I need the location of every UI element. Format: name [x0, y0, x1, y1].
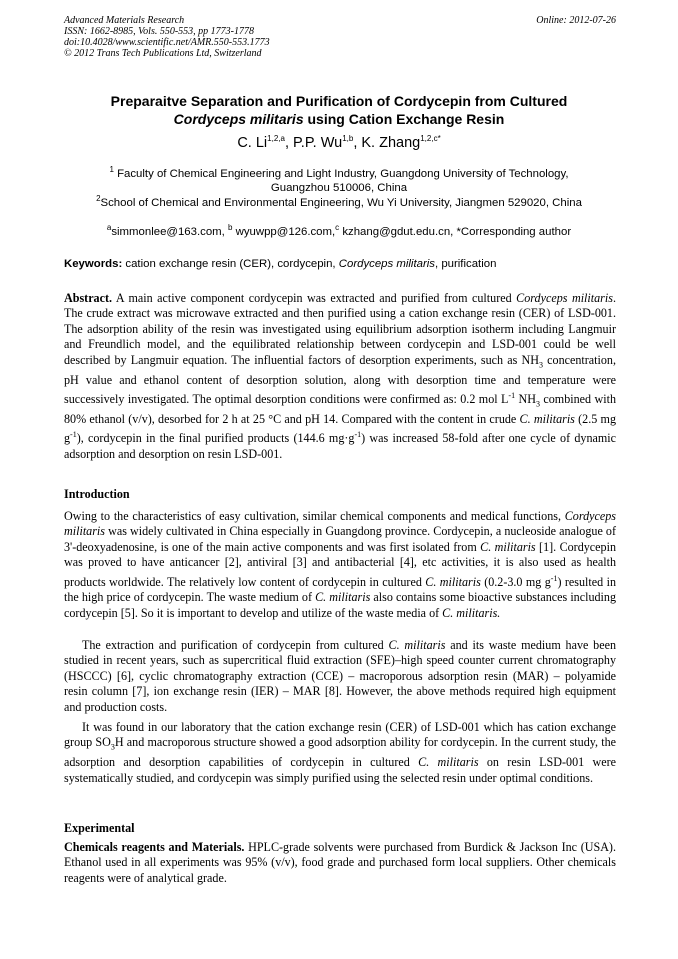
- affiliation-1-text: Faculty of Chemical Engineering and Light Industry, Guangdong University of Technology,: [113, 167, 569, 180]
- keywords-species: Cordyceps militaris: [338, 258, 435, 270]
- abstract-label: Abstract.: [64, 291, 113, 305]
- abstract-sup: -1: [354, 430, 362, 440]
- abstract-species: Cordyceps militaris: [516, 291, 613, 305]
- title-line-1: Preparaitve Separation and Purification of Cordycepin from Cultured: [110, 93, 568, 109]
- experimental-subheading: Chemicals reagents and Materials.: [64, 840, 245, 854]
- intro-species: C. militaris: [425, 574, 481, 589]
- email-c-marker: c: [335, 223, 340, 232]
- journal-header: [64, 15, 616, 59]
- intro-text: ) resulted in the high price of cordycepin. The waste medium of: [64, 574, 616, 605]
- intro-species: C. militaris: [418, 755, 479, 770]
- journal-doi: doi:10.4028/www.scientific.net/AMR.550-553.1773: [64, 37, 270, 48]
- author-separator: ,: [353, 134, 362, 151]
- introduction-paragraph-1: [64, 509, 616, 621]
- online-date: Online: 2012-07-26: [536, 15, 616, 26]
- experimental-text: HPLC-grade solvents were purchased from Burdick & Jackson Inc (USA). Ethanol used in all experiments was 95% (v/v), food grade and purchased form local suppliers. Other chemicals reagents were of analytical grade.: [64, 840, 616, 885]
- author-2-affil: 1,b: [342, 134, 354, 143]
- affiliation-1-number: 1: [109, 165, 114, 174]
- affiliation-1: [40, 163, 638, 195]
- affiliation-2-text: School of Chemical and Environmental Engineering, Wu Yi University, Jiangmen 529020, China: [100, 196, 582, 209]
- abstract-text: ), cordycepin in the final purified products (144.6 mg·g: [76, 431, 355, 446]
- affiliation-1-line-1: [40, 163, 638, 181]
- intro-sub: 3: [110, 742, 115, 752]
- author-3-affil: 1,2,c*: [420, 134, 441, 143]
- email-a: simmonlee@163.com,: [111, 225, 228, 238]
- intro-text: was widely cultivated in China especially in Guangdong province. Cordycepin, a nucleoside analogue of 3'-deoxyadenosine, is one of the main active components and was first isolated from: [64, 524, 616, 554]
- author-emails: [40, 221, 638, 239]
- email-a-marker: a: [106, 223, 112, 232]
- experimental-heading: Experimental: [64, 821, 135, 835]
- journal-copyright: © 2012 Trans Tech Publications Ltd, Switzerland: [64, 48, 262, 59]
- email-b: wyuwpp@126.com,: [232, 225, 336, 238]
- abstract-species: C. militaris: [519, 412, 575, 427]
- abstract-text: A main active component cordycepin was extracted and purified from cultured: [112, 291, 517, 305]
- intro-text: Owing to the characteristics of easy cultivation, similar chemical components and medical functions,: [64, 509, 565, 523]
- intro-sup: -1: [550, 573, 558, 583]
- intro-species: Cordyceps militaris: [64, 509, 616, 539]
- affiliation-2-number: 2: [96, 194, 101, 203]
- abstract-sup: -1: [70, 430, 77, 440]
- abstract-text: combined with 80% ethanol (v/v), desorbed for 2 h at 25 °C and pH 14. Compared with the content in crude: [64, 392, 616, 427]
- intro-text: H and macroporous structure showed a good adsorption ability for cordycepin. In the current study, the adsorption and desorption capabilities of cordycepin in cultured: [64, 735, 616, 770]
- intro-text: The extraction and purification of cordycepin from cultured: [82, 638, 389, 652]
- intro-text: also contains some bioactive substances including cordycepin [5]. So it is important to develop and utilize of the waste media of: [64, 590, 617, 620]
- email-b-marker: b: [227, 223, 233, 232]
- abstract-text: (2.5 mg g: [64, 412, 616, 446]
- keywords-text-end: , purification: [434, 258, 497, 270]
- intro-text: It was found in our laboratory that the cation exchange resin (CER) of LSD-001 which has cation exchange group SO: [64, 720, 616, 750]
- introduction-paragraph-3: [64, 720, 616, 786]
- keywords-text: cation exchange resin (CER), cordycepin,: [122, 258, 339, 270]
- affiliation-1-line-2: Guangzhou 510006, China: [270, 181, 408, 194]
- author-3: K. Zhang: [361, 134, 421, 151]
- abstract-sup: -1: [508, 391, 516, 401]
- intro-text: [1]. Cordycepin was proved to have anticancer [2], antiviral [3] and antibacterial [4], etc activities, it is also used as health products worldwide. The relatively low content of cordycepin in cultured: [64, 539, 616, 589]
- journal-issn: ISSN: 1662-8985, Vols. 550-553, pp 1773-1778: [64, 26, 254, 37]
- author-separator: ,: [284, 134, 293, 151]
- introduction-heading: Introduction: [64, 487, 130, 501]
- keywords-label: Keywords:: [64, 258, 123, 270]
- paper-title: [40, 92, 638, 128]
- abstract-text: NH: [515, 392, 536, 407]
- intro-text: and its waste medium have been studied in recent years, such as supercritical fluid extraction (SFE)–high speed counter current chromatography (HSCCC) [6], cyclic chromatography extraction (CCE) – macroporous adsorption resin (MAR) – polyamide resin column [7], ion exchange resin (IER) – MAR [8]. However, the above methods required high equipment and production costs.: [64, 638, 617, 714]
- title-species: Cordyceps militaris: [173, 111, 304, 127]
- abstract-text: . The crude extract was microwave extracted and then purified using a cation exchange resin (CER) of LSD-001. The adsorption ability of the resin was investigated using equilibrium adsorption isotherm including Langmuir and Freundlich model, and the equilibrated relationship between cordycepin and LSD-001 could be well described by Langmuir equation. The influential factors of desorption experiments, such as NH: [64, 291, 616, 367]
- intro-text: on resin LSD-001 were systematically studied, and cordycepin was simply purified using the selected resin under optimal conditions.: [64, 755, 616, 785]
- intro-species: C. militaris: [480, 539, 536, 554]
- affiliation-2: [40, 192, 638, 210]
- intro-text: (0.2-3.0 mg g: [480, 574, 551, 589]
- intro-species: C. militaris: [388, 638, 446, 652]
- introduction-paragraph-2: [64, 638, 616, 715]
- journal-name: Advanced Materials Research: [64, 15, 185, 26]
- title-line-2-rest: using Cation Exchange Resin: [303, 111, 505, 127]
- author-list: [40, 130, 638, 152]
- title-line-2: [40, 110, 638, 128]
- author-1-affil: 1,2,a: [267, 134, 285, 143]
- experimental-paragraph-1: [64, 840, 616, 886]
- email-c: kzhang@gdut.edu.cn, *Corresponding author: [339, 225, 572, 238]
- abstract-sub: 3: [535, 399, 540, 409]
- keywords: [64, 257, 616, 271]
- abstract-text: ) was increased 58-fold after one cycle of dynamic adsorption and desorption on resin LSD-001.: [64, 431, 616, 461]
- author-1: C. Li: [237, 134, 268, 151]
- intro-species: C. militaris.: [442, 605, 501, 620]
- abstract: [64, 291, 616, 462]
- intro-species: C. militaris: [315, 590, 371, 605]
- author-2: P.P. Wu: [293, 134, 343, 151]
- abstract-sub: 3: [538, 360, 543, 370]
- abstract-text: concentration, pH value and ethanol content of desorption solution, along with desorption time and temperature were successively investigated. The optimal desorption conditions were confirmed as: 0.2 mol L: [64, 352, 616, 407]
